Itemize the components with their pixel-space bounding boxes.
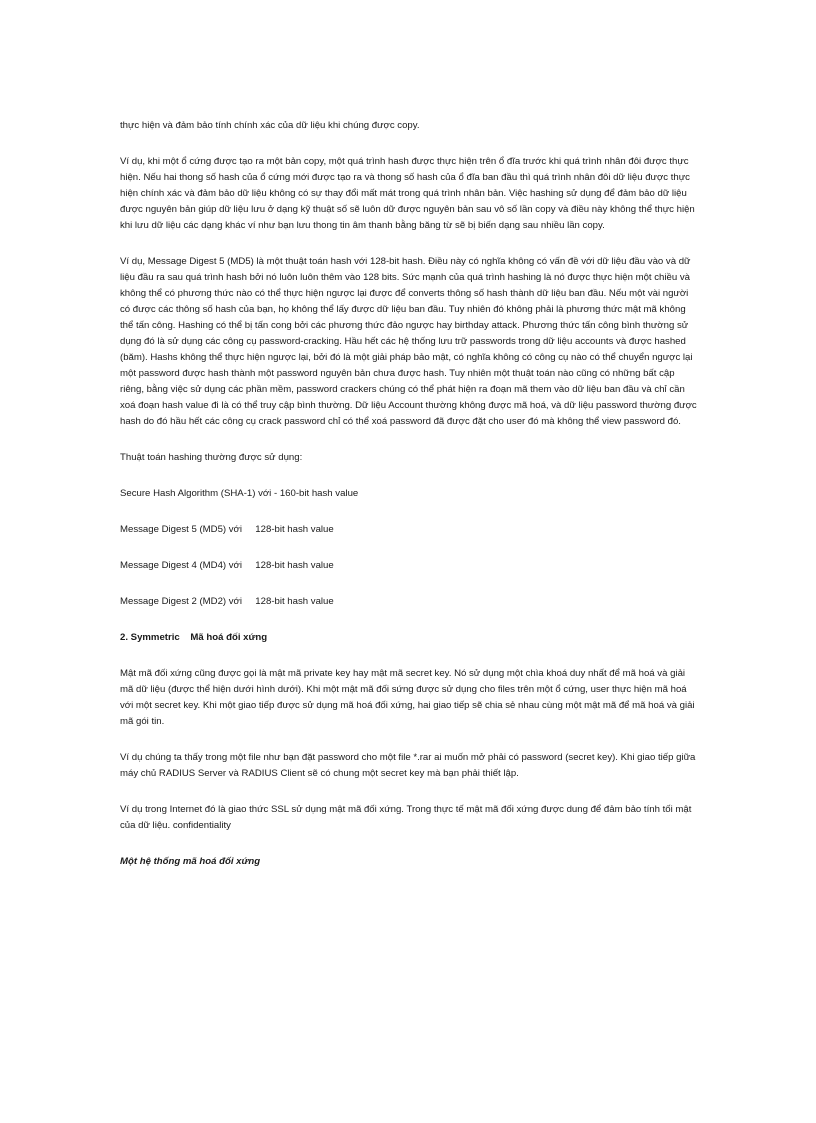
algorithm-md5: Message Digest 5 (MD5) với 128-bit hash value	[120, 524, 334, 535]
paragraph-rar-radius-example: Ví dụ chúng ta thấy trong một file như bạn đặt password cho một file *.rar ai muốn mở phải có password (secret key). Khi giao tiếp giữa máy chủ RADIUS Server và RADIUS Client sẽ có chung một secret key mà bạn phải thiết lập.	[120, 752, 696, 779]
section-heading-symmetric: 2. Symmetric Mã hoá đối xứng	[120, 632, 268, 643]
algorithm-sha1: Secure Hash Algorithm (SHA-1) với - 160-bit hash value	[120, 488, 359, 499]
subheading-symmetric-system: Một hệ thống mã hoá đối xứng	[120, 856, 261, 867]
paragraph-hard-disk-example: Ví dụ, khi một ổ cứng được tạo ra một bản copy, một quá trình hash được thực hiện trên ổ đĩa trước khi quá trình nhân đôi được thực hiện. Nếu hai thong số hash của ổ cứng mới được tạo ra và thong số hash của ổ đĩa ban đầu thì quá trình nhân đôi dữ liệu được thực hiện chính xác và đảm bảo dữ liệu không có sự thay đổi mất mát trong quá trình nhân bản. Việc hashing sử dụng để đảm bảo dữ liệu được nguyên bản giúp dữ liệu lưu ở dạng kỹ thuật số sẽ luôn dữ được nguyên bản sau vô số lần copy và điều này không thể thực hiện khi lưu dữ liệu các dạng khác ví như bạn lưu thong tin âm thanh bằng băng từ sẽ bị biến dạng sau nhiều lần copy.	[120, 156, 695, 231]
algorithm-md4: Message Digest 4 (MD4) với 128-bit hash value	[120, 560, 334, 571]
document-page	[120, 118, 700, 870]
paragraph-copy-accuracy: thực hiện và đảm bảo tính chính xác của dữ liệu khi chúng được copy.	[120, 120, 420, 131]
paragraph-md5-example: Ví dụ, Message Digest 5 (MD5) là một thuật toán hash với 128-bit hash. Điều này có nghĩa không có vấn đề với dữ liệu đầu vào và dữ liệu đầu ra sau quá trình hash bởi nó luôn luôn thêm vào 128 bits. Sức mạnh của quá trình hashing là nó được thực hiện một chiều và không thể có phương thức nào có thể thực hiện ngược lại được để converts thông số hash thành dữ liệu ban đầu. Nếu một vài người có được các thông số hash của bạn, họ không thể lấy được dữ liệu ban đầu. Tuy nhiên đó không phải là phương thức mật mã không thể tấn công. Hashing có thể bị tấn cong bởi các phương thức đảo ngược hay birthday attack. Phương thức tấn công bình thường sử dụng đó là sử dụng các công cụ password-cracking. Hầu hết các hệ thống lưu trữ passwords trong dữ liệu accounts và được hashed (băm). Hashs không thể thực hiện ngược lại, bởi đó là một giải pháp bảo mật, có nghĩa không có công cụ nào có thể chuyển ngược lại một password được hash thành một password nguyên bản chưa được hash. Tuy nhiên một thuật toán nào cũng có những bất cập riêng, bằng việc sử dụng các phần mềm, password crackers chúng có thể phát hiện ra đoạn mã them vào dữ liệu ban đầu và chỉ cần xoá đoạn hash value đi là có thể truy cập bình thường. Dữ liệu Account thường không được mã hoá, và dữ liệu password thường được hash do đó hầu hết các công cụ crack password chỉ có thể xoá password đã được đặt cho user đó mà không thể view password đó.	[120, 256, 697, 427]
paragraph-ssl-example: Ví dụ trong Internet đó là giao thức SSL sử dụng mật mã đối xứng. Trong thực tế mật mã đối xứng được dung để đảm bảo tính tối mật của dữ liệu. confidentiality	[120, 804, 692, 831]
paragraph-hashing-algorithms-intro: Thuật toán hashing thường được sử dụng:	[120, 452, 303, 463]
algorithm-md2: Message Digest 2 (MD2) với 128-bit hash value	[120, 596, 334, 607]
paragraph-symmetric-definition: Mật mã đối xứng cũng được gọi là mật mã private key hay mật mã secret key. Nó sử dụng một chìa khoá duy nhất để mã hoá và giải mã dữ liệu (được thể hiện dưới hình dưới). Khi một mật mã đối sứng được sử dụng cho files trên một ổ cứng, user thực hiện mã hoá với một secret key. Khi một giao tiếp được sử dụng mã hoá đối xứng, hai giao tiếp sẽ chia sẻ nhau cùng một mật mã để mã hoá và giải mã gói tin.	[120, 668, 695, 727]
